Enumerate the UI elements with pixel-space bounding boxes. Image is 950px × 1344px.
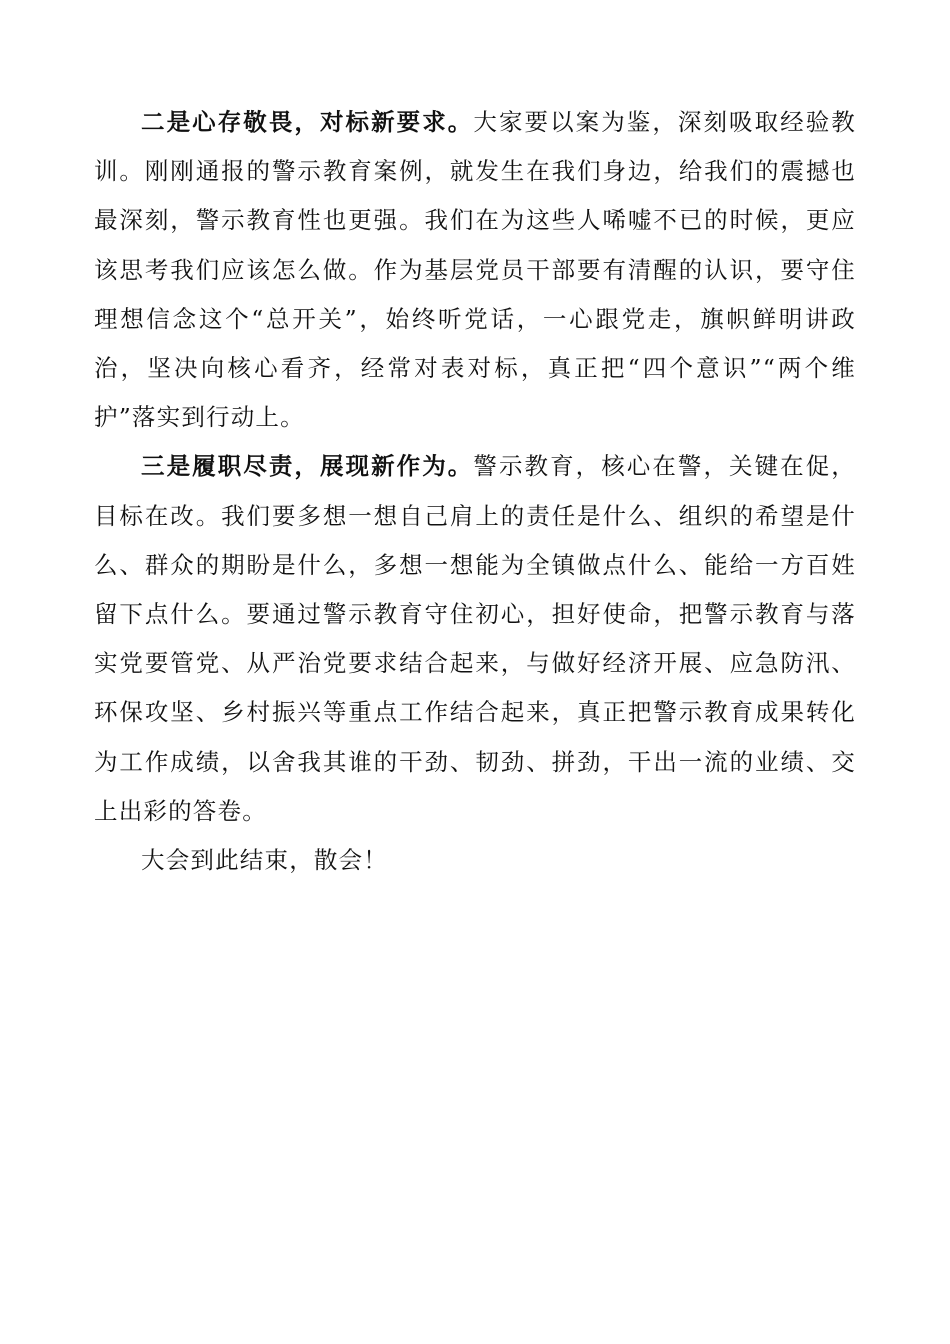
paragraph-body: 警示教育，核心在警，关键在促，目标在改。我们要多想一想自己肩上的责任是什么、组织的希望是什么、群众的期盼是什么，多想一想能为全镇做点什么、能给一方百姓留下点什么。要通过警示教育守住初心，担好使命，把警示教育与落实党要管党、从严治党要求结合起来，与做好经济开展、应急防汛、环保攻坚、乡村振兴等重点工作结合起来，真正把警示教育成果转化为工作成绩，以舍我其谁的干劲、韧劲、拼劲，干出一流的业绩、交上出彩的答卷。 [94, 452, 857, 825]
paragraph-closing [94, 836, 856, 885]
paragraph-third-point [94, 442, 856, 836]
document-page [94, 98, 856, 885]
paragraph-body: 大家要以案为鉴，深刻吸取经验教训。刚刚通报的警示教育案例，就发生在我们身边，给我们的震撼也最深刻，警示教育性也更强。我们在为这些人唏嘘不已的时候，更应该思考我们应该怎么做。作为基层党员干部要有清醒的认识，要守住理想信念这个“总开关”，始终听党话，一心跟党走，旗帜鲜明讲政治，坚决向核心看齐，经常对表对标，真正把“四个意识”“两个维护”落实到行动上。 [94, 108, 857, 432]
paragraph-lead: 二是心存敬畏，对标新要求。 [141, 108, 474, 136]
paragraph-second-point [94, 98, 856, 442]
paragraph-body: 大会到此结束，散会！ [141, 846, 388, 875]
paragraph-lead: 三是履职尽责，展现新作为。 [141, 452, 474, 481]
